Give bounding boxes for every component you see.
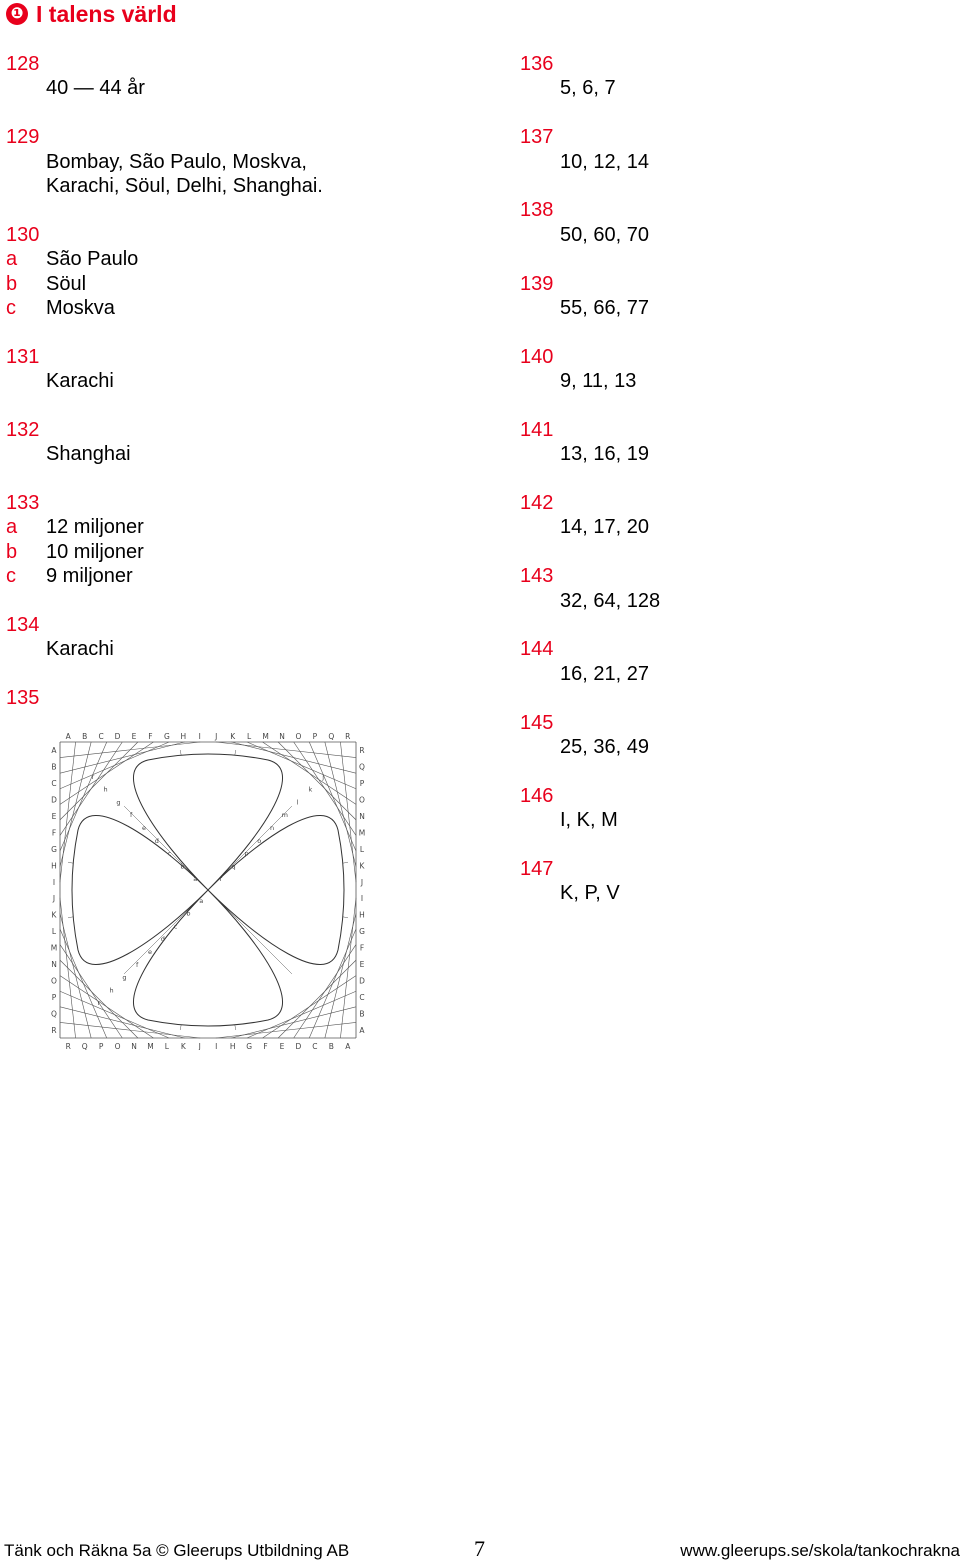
edge-letter-bottom: H [229,1042,236,1050]
edge-letter-left: B [51,762,57,772]
inner-letter: a [193,875,198,884]
inner-letter: f [130,811,133,820]
edge-letter-top: N [279,732,285,741]
answer-row [6,247,446,271]
answer-text: 9, 11, 13 [560,370,637,393]
answer-row [6,564,446,588]
edge-letter-right: P [359,779,365,789]
problem-145 [520,711,940,784]
spacer [6,198,446,222]
answer-label [6,442,46,466]
edge-letter-left: P [51,992,57,1002]
answer-row [520,589,940,613]
edge-letter-top: H [180,732,187,741]
answer-label [6,150,46,174]
inner-letter: p [244,849,249,858]
inner-letter: n [269,824,275,832]
answer-text: 12 miljoner [46,516,144,539]
answer-text: I, K, M [560,809,618,832]
edge-letter-top: F [148,732,153,741]
footer-copyright: Tänk och Räkna 5a © Gleerups Utbildning AB [4,1541,350,1560]
answer-text: 55, 66, 77 [560,296,649,319]
edge-letter-top: D [114,732,121,741]
problem-number: 129 [6,126,40,149]
inner-letter: h [103,785,108,794]
footer-url: www.gleerups.se/skola/tankochrakna [680,1541,960,1560]
inner-letter: q [231,862,236,871]
edge-letter-top: Q [328,732,335,741]
problem-number: 146 [520,784,554,807]
answer-label [6,637,46,661]
inner-letter: k [308,785,313,794]
problem-number: 138 [520,199,554,222]
spacer [520,320,940,344]
edge-letter-right: B [359,1009,365,1019]
string-art-figure [48,730,368,1050]
answer-row [520,442,940,466]
four-leaf-curve [72,754,344,1026]
edge-letter-left: G [51,844,57,854]
answer-text: 25, 36, 49 [560,735,649,758]
inner-letter: g [116,798,121,807]
edge-letter-bottom: Q [81,1042,88,1050]
edge-letter-right: K [359,861,365,871]
problem-number: 133 [6,492,40,515]
edge-letter-right: R [359,746,365,756]
problem-129 [6,125,446,223]
edge-letter-top: G [163,732,170,741]
edge-letter-right: M [358,828,366,838]
edge-letter-top: K [230,732,236,741]
problem-139 [520,272,940,345]
answer-text: 10 miljoner [46,540,144,563]
inner-letter: j [322,772,325,781]
spacer [520,247,940,271]
inner-letter: d [160,935,165,944]
spacer [520,759,940,783]
edge-letter-left: D [51,795,57,805]
spacer [6,662,446,686]
inner-letter: h [109,986,114,995]
spacer [520,393,940,417]
edge-letter-right: I [360,894,364,904]
edge-letter-left: O [51,976,57,986]
problem-130 [6,223,446,345]
inner-letter: m [281,811,288,820]
answer-text: 5, 6, 7 [560,77,616,100]
edge-letter-top: O [295,732,302,741]
edge-letter-top: C [98,732,104,741]
spacer [6,320,446,344]
problem-143 [520,564,940,637]
spacer [520,174,940,198]
answer-text: 10, 12, 14 [560,150,649,173]
problem-146 [520,784,940,857]
answer-label [520,589,560,613]
spacer [6,393,446,417]
problem-133 [6,491,446,613]
edge-letter-top: P [312,732,318,741]
answer-text: Söul [46,272,87,295]
edge-letter-bottom: K [180,1042,186,1050]
problem-number: 145 [520,711,554,734]
answer-text: 14, 17, 20 [560,516,649,539]
inner-letter: r [219,875,223,884]
edge-letter-left: R [51,1025,57,1035]
edge-letter-right: G [359,927,365,937]
answer-row [6,442,446,466]
edge-letter-right: Q [359,762,365,772]
problem-number: 141 [520,418,554,441]
answer-text: 9 miljoner [46,565,133,588]
edge-letter-bottom: F [263,1042,268,1050]
answer-row [520,881,940,905]
inner-letter: f [136,960,139,969]
answer-text: Shanghai [46,443,131,466]
edge-letter-right: H [359,910,365,920]
answer-label: c [6,296,16,319]
inner-letter: b [180,862,185,871]
inner-letter: d [154,836,159,845]
inner-letter: o [257,836,262,845]
edge-letter-bottom: C [312,1042,318,1050]
edge-letter-right: E [359,960,365,969]
spacer [6,467,446,491]
answer-row [520,369,940,393]
edge-letter-right: L [359,844,365,854]
problem-number: 132 [6,418,40,441]
problem-142 [520,491,940,564]
problem-137 [520,125,940,198]
edge-letter-top: B [82,732,88,741]
edge-letter-left: C [51,779,57,789]
edge-letter-top: M [262,732,269,741]
answer-row [6,150,446,174]
problem-134 [6,613,446,686]
edge-letter-bottom: A [345,1042,351,1050]
edge-letter-left: K [51,910,57,920]
spacer [520,686,940,710]
inner-letter: c [173,922,178,931]
inner-letter: r [91,772,95,781]
inner-letter: l [296,798,299,807]
answers-right-column [520,52,940,906]
answer-row [6,369,446,393]
answer-text: Karachi, Söul, Delhi, Shanghai. [46,174,323,197]
edge-letter-bottom: O [114,1042,121,1050]
answer-row [520,808,940,832]
answer-row [6,272,446,296]
inner-letter: e [148,948,152,956]
answer-label [520,150,560,174]
edge-letter-right: A [359,1025,365,1035]
answer-text: São Paulo [46,248,139,271]
answer-label: a [6,248,18,271]
answer-label [520,881,560,905]
answer-row [6,515,446,539]
answer-label [520,76,560,100]
problem-number: 137 [520,126,554,149]
edge-letter-left: J [52,894,56,904]
answer-label [520,369,560,393]
problem-number: 135 [6,687,40,710]
answer-label [520,808,560,832]
page-number: 7 [474,1536,485,1561]
answer-row [520,223,940,247]
edge-letter-left: M [50,943,58,953]
problem-number: 139 [520,272,554,295]
edge-letter-left: N [51,960,57,969]
spacer [6,101,446,125]
inner-letter: g [122,973,127,982]
spacer [6,589,446,613]
page-footer [0,1535,960,1563]
edge-letter-bottom: I [215,1042,218,1050]
spacer [520,613,940,637]
answer-row [6,540,446,564]
edge-letter-top: E [131,732,137,741]
answer-row [6,174,446,198]
answer-label [520,296,560,320]
edge-letter-bottom: P [98,1042,104,1050]
spacer [520,833,940,857]
chapter-title-text: I talens värld [36,1,177,27]
answer-label [6,174,46,198]
edge-letter-left: I [52,877,56,887]
answer-row [520,515,940,539]
inner-letter: b [186,909,191,918]
edge-letter-left: Q [51,1009,57,1019]
edge-letter-bottom: N [131,1042,137,1050]
answer-label [520,735,560,759]
edge-letter-bottom: G [246,1042,253,1050]
answer-label: a [6,516,18,539]
edge-letter-bottom: R [65,1042,71,1050]
edge-letter-right: F [359,943,365,953]
problem-138 [520,198,940,271]
answer-text: 32, 64, 128 [560,589,661,612]
problem-number: 128 [6,53,40,75]
edge-letter-top: A [65,732,71,741]
answer-row [520,735,940,759]
inner-letter: c [167,849,172,858]
answer-text: Karachi [46,638,114,661]
answer-text: Moskva [46,296,115,319]
inner-letter: a [199,896,204,905]
edge-letter-top: J [215,732,218,741]
answer-text: 16, 21, 27 [560,662,649,685]
edge-letter-right: N [359,812,365,821]
problem-131 [6,345,446,418]
answer-label: c [6,565,16,588]
answer-label [6,76,46,100]
chapter-title [6,0,177,28]
answer-text: 13, 16, 19 [560,443,649,466]
edge-letter-bottom: D [295,1042,302,1050]
answer-text: K, P, V [560,882,620,905]
answer-row [520,150,940,174]
problem-144 [520,637,940,710]
answer-label [520,223,560,247]
edge-letter-left: H [51,861,57,871]
problem-number: 140 [520,345,554,368]
answer-text: Karachi [46,370,114,393]
edge-letter-top: I [198,732,201,741]
problem-number: 147 [520,857,554,880]
answer-row [520,662,940,686]
spacer [520,467,940,491]
edge-letter-right: D [359,976,365,986]
edge-letter-bottom: L [164,1042,169,1050]
edge-letter-top: L [247,732,252,741]
answer-label [520,442,560,466]
problem-136 [520,52,940,125]
problem-140 [520,345,940,418]
answers-left-column [6,52,446,711]
inner-letter: e [142,824,146,832]
answer-row [6,76,446,100]
problem-132 [6,418,446,491]
edge-letter-bottom: B [328,1042,334,1050]
edge-letter-top: R [345,732,351,741]
problem-number: 130 [6,223,40,246]
answer-row [6,296,446,320]
answer-label [520,515,560,539]
problem-number: 144 [520,638,554,661]
problem-number: 134 [6,613,40,636]
spacer [520,101,940,125]
edge-letter-bottom: J [198,1042,201,1050]
problem-number: 143 [520,565,554,588]
number-one-icon: ❶ [6,3,28,25]
answer-label [6,369,46,393]
edge-letter-left: A [51,746,57,756]
edge-letter-right: J [360,877,364,887]
edge-letter-right: O [359,795,365,805]
answer-label [520,662,560,686]
answer-label: b [6,540,18,563]
problem-number: 131 [6,345,40,368]
answer-text: 40 — 44 år [46,77,145,100]
problem-128 [6,52,446,125]
problem-number: 136 [520,53,554,75]
answer-row [6,637,446,661]
edge-letter-left: F [51,828,57,838]
problem-135 [6,686,446,710]
edge-letter-right: C [359,992,365,1002]
answer-text: 50, 60, 70 [560,223,649,246]
edge-letter-left: L [51,927,57,937]
answer-row [520,296,940,320]
answer-text: Bombay, São Paulo, Moskva, [46,150,307,173]
inner-letter: r [97,999,101,1008]
spacer [520,540,940,564]
edge-letter-bottom: M [147,1042,154,1050]
answer-label: b [6,272,18,295]
problem-number: 142 [520,492,554,515]
edge-letter-bottom: E [279,1042,285,1050]
edge-letter-left: E [51,812,57,821]
problem-141 [520,418,940,491]
answer-row [520,76,940,100]
problem-147 [520,857,940,906]
